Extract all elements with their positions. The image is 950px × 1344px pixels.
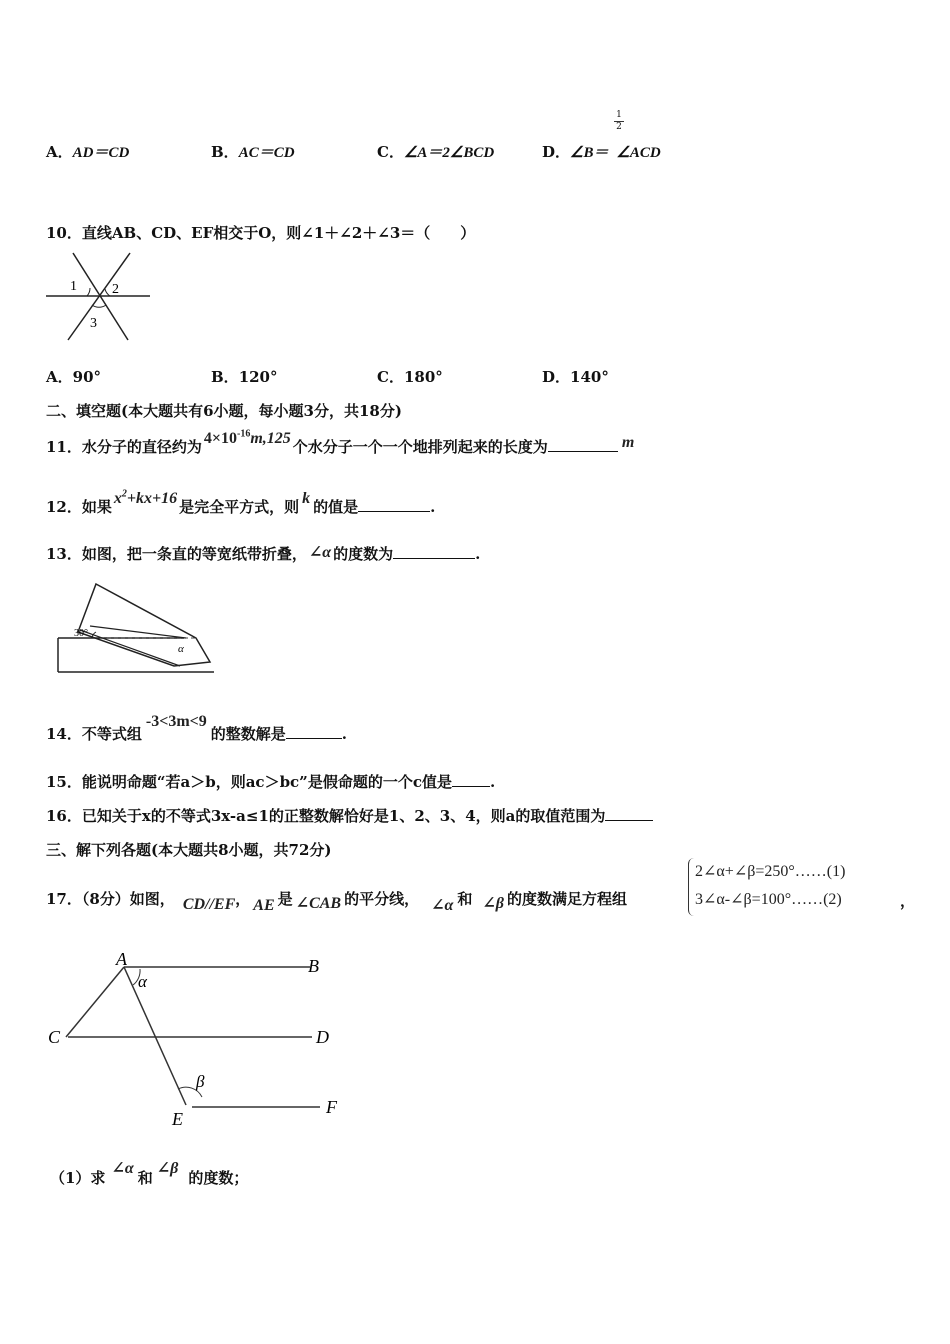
q14: 14．不等式组-3<3m<9的整数解是 . xyxy=(46,713,348,743)
q17-label-e: E xyxy=(172,1109,183,1129)
q17-label-a: A xyxy=(116,949,127,969)
q17-equation-system xyxy=(688,858,901,916)
q11: 11．水分子的直径约为 $4\times 10^{-16}m,125$ 个水分子一个一个地排列起来的长度为 m xyxy=(46,428,635,456)
q17-stem: 17．（8分）如图， CD//EF， AE 是 ∠CAB 的平分线， ∠α 和 ∠β 的度数满足方程组 xyxy=(46,890,627,914)
q10-figure xyxy=(40,248,160,343)
q10-option-d: D．140° xyxy=(542,368,609,386)
q17-figure xyxy=(40,945,360,1130)
q13-blank xyxy=(393,544,475,559)
q12: 12．如果 $x^2+kx+16$ 是完全平方式，则 k 的值是 . xyxy=(46,488,436,516)
section3-title: 三、解下列各题(本大题共8小题，共72分) xyxy=(46,841,332,859)
q17-label-d: D xyxy=(316,1027,329,1047)
q17-label-alpha: α xyxy=(138,972,147,991)
q13-alpha-label: α xyxy=(178,643,184,655)
q14-blank xyxy=(286,724,342,739)
q17-label-c: C xyxy=(48,1027,61,1047)
q10-angle-label-1: 1 xyxy=(70,279,77,294)
q17-equation-1: 2∠α+∠β=250°……(1) xyxy=(695,863,846,880)
q15-blank xyxy=(452,772,490,787)
q17-label-f: F xyxy=(326,1097,337,1117)
q10-option-a: A．90° xyxy=(46,368,102,386)
q17-part1: （1）求∠α和∠β的度数； xyxy=(50,1160,249,1187)
q17-label-b: B xyxy=(308,956,319,976)
q15: 15．能说明命题“若a＞b，则ac＞bc”是假命题的一个c值是 . xyxy=(46,773,496,791)
q10-angle-label-2: 2 xyxy=(112,282,119,297)
q9-option-a: A．AD＝CD xyxy=(46,143,130,161)
q13: 13．如图，把一条直的等宽纸带折叠， ∠α 的度数为 . xyxy=(46,544,481,563)
q11-blank xyxy=(548,437,618,452)
q17-end: ， xyxy=(900,892,916,910)
q12-blank xyxy=(358,497,430,512)
q10-stem: 10．直线AB、CD、EF相交于O，则∠1＋∠2＋∠3＝（ ） xyxy=(46,224,476,242)
q13-figure xyxy=(56,582,226,678)
q9-option-b: B．AC＝CD xyxy=(211,143,295,161)
q10-option-c: C．180° xyxy=(377,368,443,386)
q16: 16．已知关于x的不等式3x-a≤1的正整数解恰好是1、2、3、4，则a的取值范围为 xyxy=(46,805,653,826)
section2-title: 二、填空题(本大题共有6小题，每小题3分，共18分) xyxy=(46,402,402,420)
q16-blank xyxy=(605,806,653,821)
q10-option-b: B．120° xyxy=(211,368,278,386)
q13-angle-30: 30° xyxy=(74,628,88,639)
q17-equation-2: 3∠α-∠β=100°……(2) xyxy=(695,891,842,908)
q9-option-c: C．∠A＝2∠BCD xyxy=(377,143,495,161)
q9-option-d: D．∠B＝ ∠ACD xyxy=(542,143,661,161)
q17-label-beta: β xyxy=(196,1072,205,1091)
q10-angle-label-3: 3 xyxy=(90,316,97,331)
q9-option-d-fraction: 1 2 xyxy=(614,110,624,133)
